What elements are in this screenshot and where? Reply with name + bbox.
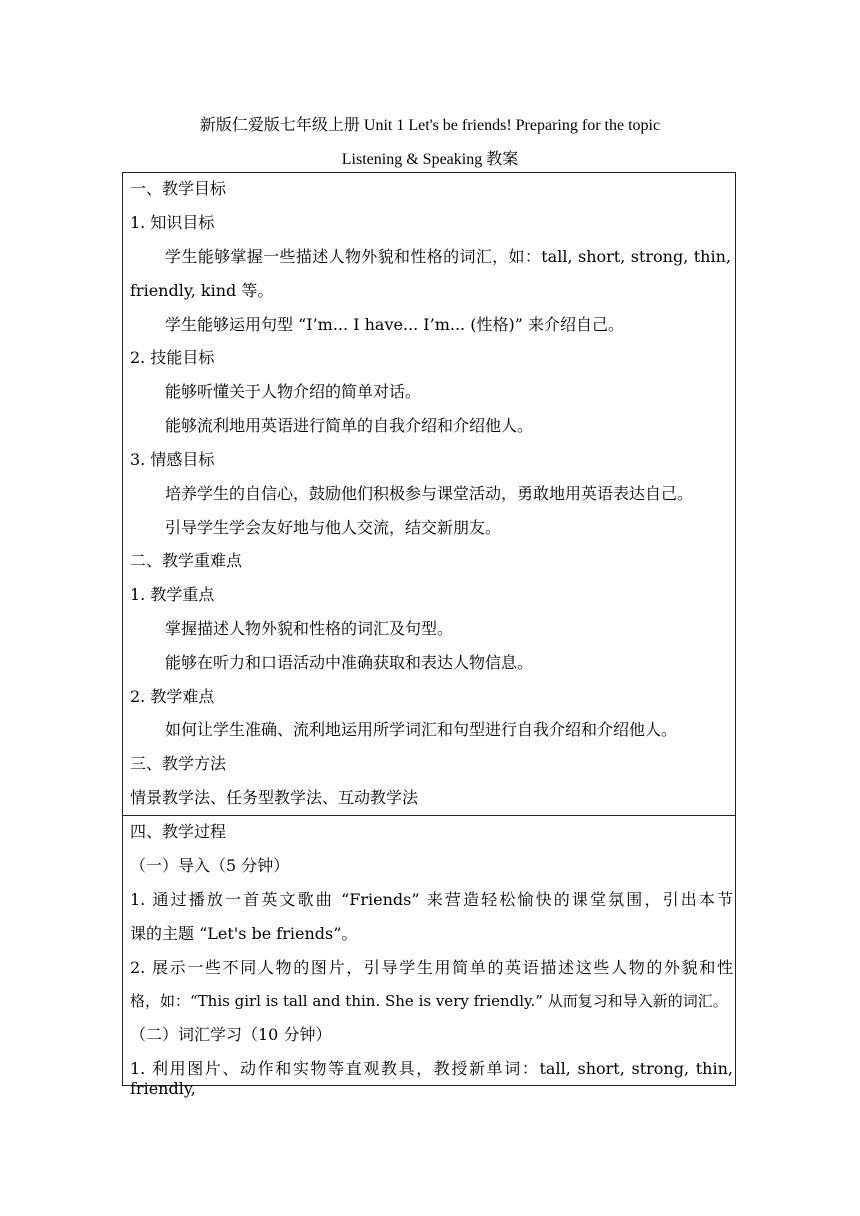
intro-paragraph-2-line-1: 2. 展示一些不同人物的图片，引导学生用简单的英语描述这些人物的外貌和性 (130, 958, 733, 977)
section-heading-methods: 三、教学方法 (130, 754, 227, 773)
subheading-difficult-points: 2. 教学难点 (130, 687, 215, 706)
document-title-line-2: Listening & Speaking 教案 (341, 151, 519, 168)
subheading-introduction: （一）导入（5 分钟） (130, 856, 290, 875)
subheading-key-points: 1. 教学重点 (130, 585, 215, 604)
knowledge-paragraph-1-line-1: 学生能够掌握一些描述人物外貌和性格的词汇，如：tall, short, strong, thin, (165, 247, 731, 266)
difficult-paragraph-1: 如何让学生准确、流利地运用所学词汇和句型进行自我介绍和介绍他人。 (165, 720, 678, 739)
vocab-paragraph-1-line-1: 1. 利用图片、动作和实物等直观教具，教授新单词：tall, short, strong, thin, friendly, (130, 1059, 733, 1098)
skill-paragraph-1: 能够听懂关于人物介绍的简单对话。 (165, 382, 422, 401)
subheading-skills: 2. 技能目标 (130, 348, 215, 367)
methods-text: 情景教学法、任务型教学法、互动教学法 (130, 788, 419, 807)
subheading-knowledge: 1. 知识目标 (130, 213, 215, 232)
subheading-emotion: 3. 情感目标 (130, 450, 215, 469)
knowledge-paragraph-2: 学生能够运用句型 “I’m... I have... I’m... (性格)” 来介绍自己。 (165, 315, 624, 334)
section-heading-key-points: 二、教学重难点 (130, 551, 243, 570)
intro-paragraph-1-line-1: 1. 通过播放一首英文歌曲 “Friends” 来营造轻松愉快的课堂氛围，引出本节 (130, 890, 733, 909)
emotion-paragraph-1: 培养学生的自信心，鼓励他们积极参与课堂活动，勇敢地用英语表达自己。 (165, 484, 694, 503)
subheading-vocabulary: （二）词汇学习（10 分钟） (130, 1025, 332, 1044)
intro-paragraph-2-line-2: 格，如：“This girl is tall and thin. She is very friendly.” 从而复习和导入新的词汇。 (130, 992, 728, 1010)
emotion-paragraph-2: 引导学生学会友好地与他人交流，结交新朋友。 (165, 518, 502, 537)
intro-paragraph-1-line-2: 课的主题 “Let's be friends”。 (130, 924, 358, 943)
key-paragraph-2: 能够在听力和口语活动中准确获取和表达人物信息。 (165, 653, 534, 672)
section-heading-process: 四、教学过程 (130, 822, 227, 841)
section-heading-objectives: 一、教学目标 (130, 179, 227, 198)
document-title-line-1: 新版仁爱版七年级上册 Unit 1 Let's be friends! Preparing for the topic (199, 117, 661, 134)
key-paragraph-1: 掌握描述人物外貌和性格的词汇及句型。 (165, 619, 454, 638)
knowledge-paragraph-1-line-2: friendly, kind 等。 (130, 281, 274, 300)
skill-paragraph-2: 能够流利地用英语进行简单的自我介绍和介绍他人。 (165, 416, 534, 435)
